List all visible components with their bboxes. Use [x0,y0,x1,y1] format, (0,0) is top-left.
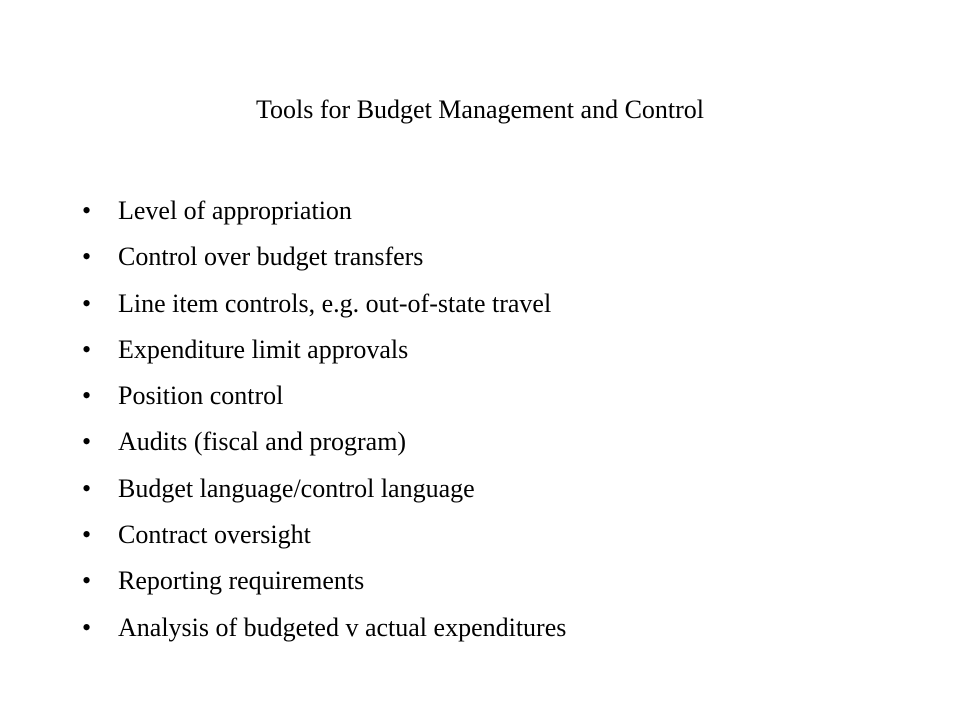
bullet-icon: • [82,520,92,550]
list-item [82,188,566,234]
slide-title: Tools for Budget Management and Control [255,95,705,124]
list-item-text: Level of appropriation [118,196,352,225]
list-item [82,512,566,558]
list-item-text: Contract oversight [118,520,311,550]
bullet-list [82,188,566,651]
bullet-icon: • [82,473,92,503]
list-item [82,558,566,604]
list-item-text: Position control [118,381,284,411]
bullet-icon: • [82,381,92,411]
bullet-icon: • [82,612,92,642]
list-item-text: Audits (fiscal and program) [118,427,407,457]
bullet-icon: • [82,334,92,364]
bullet-icon: • [82,288,92,318]
bullet-icon: • [82,196,92,225]
list-item-text: Control over budget transfers [118,242,424,272]
bullet-icon: • [82,566,92,596]
list-item [82,466,566,512]
list-item-text: Budget language/control language [118,473,475,503]
bullet-icon: • [82,242,92,272]
list-item [82,281,566,327]
list-item [82,234,566,280]
list-item [82,327,566,373]
bullet-icon: • [82,427,92,457]
list-item-text: Line item controls, e.g. out-of-state travel [118,288,552,318]
list-item-text: Analysis of budgeted v actual expenditures [118,612,567,642]
list-item [82,605,566,651]
list-item [82,373,566,419]
list-item-text: Reporting requirements [118,566,365,596]
list-item-text: Expenditure limit approvals [118,334,409,364]
list-item [82,419,566,465]
